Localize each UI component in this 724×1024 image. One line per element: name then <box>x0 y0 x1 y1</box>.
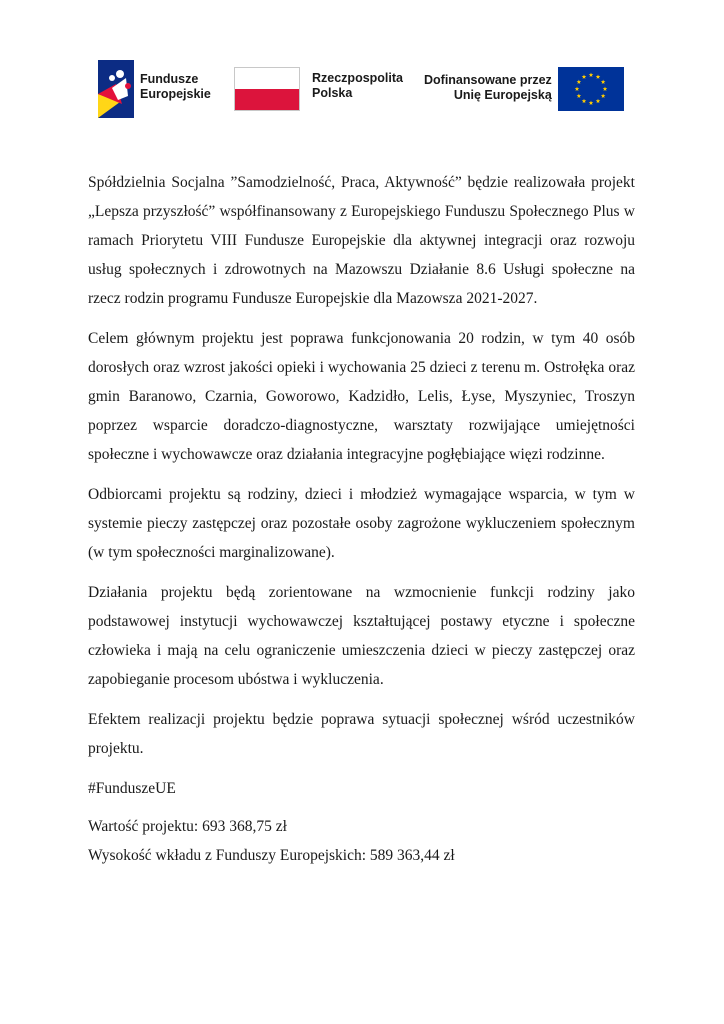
eu-line-2: Unię Europejską <box>453 88 552 102</box>
paragraph-activities: Działania projektu będą zorientowane na wzmocnienie funkcji rodziny jako podstawowej instytucji wychowawczej kształtującej postawy etyczne i społeczne człowieka i mają na celu ograniczenie umieszczenia dzieci w pieczy zastępczej oraz zapobieganie procesom ubóstwa i wykluczenia. <box>88 584 635 688</box>
paragraph-effect: Efektem realizacji projektu będzie poprawa sytuacji społecznej wśród uczestników projektu. <box>88 711 635 757</box>
fe-line-2: Europejskie <box>140 87 211 101</box>
fundusze-europejskie-emblem-icon <box>98 60 134 118</box>
logo-bar <box>0 60 724 120</box>
document-body <box>88 168 635 870</box>
paragraph-intro: Spółdzielnia Socjalna ”Samodzielność, Praca, Aktywność” będzie realizowała projekt „Lepsza przyszłość” współfinansowany z Europejskiego Funduszu Społecznego Plus w ramach Priorytetu VIII Fundusze Europejskie dla aktywnej integracji oraz rozwoju usług społecznych i zdrowotnych na Mazowszu Działanie 8.6 Usługi społeczne na rzecz rodzin programu Fundusze Europejskie dla Mazowsza 2021-2027. <box>88 174 635 307</box>
polish-flag-icon <box>234 67 300 111</box>
paragraph-goal: Celem głównym projektu jest poprawa funkcjonowania 20 rodzin, w tym 40 osób dorosłych oraz wzrost jakości opieki i wychowania 25 dzieci z terenu m. Ostrołęka oraz gmin Baranowo, Czarnia, Goworowo, Kadzidło, Lelis, Łyse, Myszyniec, Troszyn poprzez wsparcie doradczo-diagnostyczne, warsztaty rozwijające umiejętności społeczne i wychowawcze oraz działania integracyjne pogłębiające więzi rodzinne. <box>88 330 635 463</box>
eu-flag-icon <box>558 67 624 111</box>
rp-line-2: Polska <box>312 86 353 100</box>
fe-line-1: Fundusze <box>140 72 199 86</box>
fundusze-europejskie-text <box>140 72 211 102</box>
paragraph-recipients: Odbiorcami projektu są rodziny, dzieci i młodzież wymagające wsparcia, w tym w systemie pieczy zastępczej oraz pozostałe osoby zagrożone wykluczeniem społecznym (w tym społeczności marginalizowane). <box>88 486 635 561</box>
eu-cofinanced-text <box>424 73 552 103</box>
eu-contribution: Wysokość wkładu z Funduszy Europejskich: 589 363,44 zł <box>88 847 455 864</box>
hashtag: #FunduszeUE <box>88 780 176 797</box>
rp-line-1: Rzeczpospolita <box>312 71 403 85</box>
rzeczpospolita-polska-text <box>312 71 403 101</box>
eu-line-1: Dofinansowane przez <box>424 73 552 87</box>
project-value: Wartość projektu: 693 368,75 zł <box>88 818 287 835</box>
